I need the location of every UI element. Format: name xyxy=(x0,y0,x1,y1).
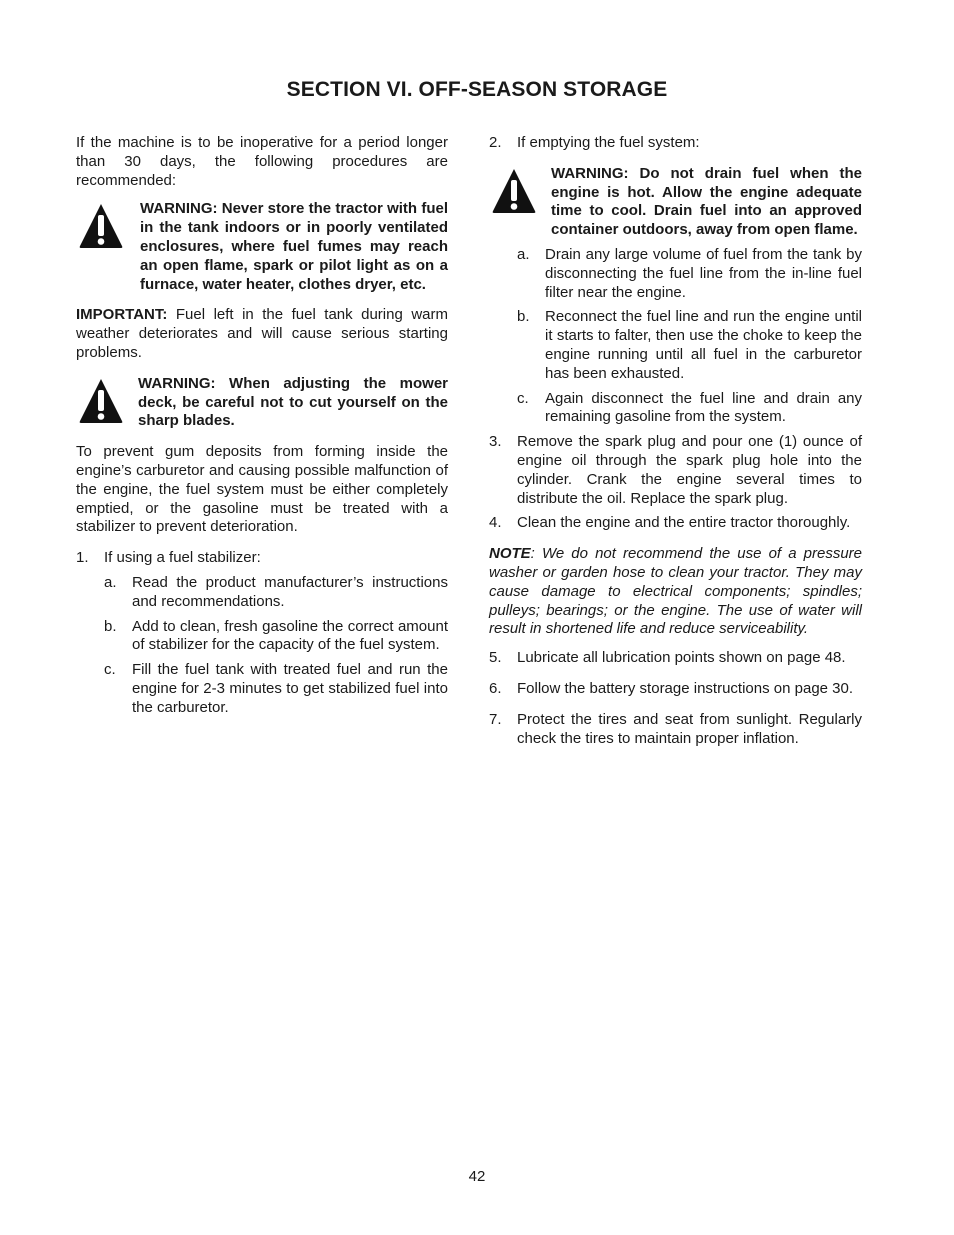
list-item-6 xyxy=(489,680,862,699)
list-number: 1. xyxy=(76,549,89,567)
sublist-item xyxy=(104,661,448,717)
important-label: IMPORTANT: xyxy=(76,306,168,324)
warning-text-blades: WARNING: When adjusting the mower deck, be careful not to cut yourself on the sharp blades. xyxy=(138,374,448,430)
list-text: Clean the engine and the entire tractor thoroughly. xyxy=(517,514,851,532)
sublist-letter: a. xyxy=(517,245,530,263)
sublist-letter: b. xyxy=(104,617,117,635)
list-text: Remove the spark plug and pour one (1) ounce of engine oil through the spark plug hole into the cylinder. Crank the engine several times to distribute the oil. Replace the spark plug. xyxy=(517,433,862,507)
list-text: If emptying the fuel system: xyxy=(517,134,700,151)
note-paragraph xyxy=(489,545,862,639)
section-title: SECTION VI. OFF-SEASON STORAGE xyxy=(286,78,668,101)
page-number: 42 xyxy=(468,1168,486,1185)
list-number: 6. xyxy=(489,679,502,697)
list-number: 2. xyxy=(489,134,502,151)
warning-block-storage xyxy=(76,200,448,294)
note-text: : We do not recommend the use of a pressure washer or garden hose to clean your tractor. They may cause damage to electrical components; spindles; pulleys; bearings; or the engine. The use of water will result in shortened life and reduce serviceability. xyxy=(489,545,862,638)
list-number: 7. xyxy=(489,710,502,728)
sublist-text: Fill the fuel tank with treated fuel and run the engine for 2-3 minutes to get stabilized fuel into the carburetor. xyxy=(132,661,448,716)
important-text: Fuel left in the fuel tank during warm weather deteriorates and will cause serious starting problems. xyxy=(76,306,448,361)
list-text: Lubricate all lubrication points shown on page 48. xyxy=(517,649,846,667)
sublist-item xyxy=(517,308,862,383)
warning-triangle-icon xyxy=(78,377,124,425)
sublist-letter: c. xyxy=(517,389,529,407)
sublist-text: Read the product manufacturer’s instructions and recommendations. xyxy=(132,573,448,610)
sublist-item xyxy=(104,618,448,656)
intro-paragraph: If the machine is to be inoperative for a period longer than 30 days, the following procedures are recommended: xyxy=(76,134,448,189)
list-item-4 xyxy=(489,514,862,533)
sublist-letter: c. xyxy=(104,661,116,679)
list-item-1 xyxy=(76,549,448,568)
sublist-1 xyxy=(104,574,448,718)
list-text: Follow the battery storage instructions on page 30. xyxy=(517,679,854,697)
sublist-letter: a. xyxy=(104,573,117,591)
list-item-5 xyxy=(489,649,862,668)
sublist-text: Add to clean, fresh gasoline the correct amount of stabilizer for the capacity of the fuel system. xyxy=(132,617,448,654)
sublist-item xyxy=(104,574,448,612)
list-number: 4. xyxy=(489,514,502,532)
note-label: NOTE xyxy=(489,545,531,563)
list-number: 5. xyxy=(489,649,502,667)
sublist-letter: b. xyxy=(517,308,530,326)
list-item-7 xyxy=(489,711,862,749)
list-text: Protect the tires and seat from sunlight. Regularly check the tires to maintain proper inflation. xyxy=(517,710,862,747)
warning-text-drain: WARNING: Do not drain fuel when the engine is hot. Allow the engine adequate time to cool. Drain fuel into an approved container outdoors, away from open flame. xyxy=(551,164,862,239)
warning-triangle-icon xyxy=(491,167,537,215)
list-text: If using a fuel stabilizer: xyxy=(104,549,261,567)
list-item-2 xyxy=(489,134,862,153)
sublist-item xyxy=(517,390,862,428)
sublist-2 xyxy=(517,246,862,427)
sublist-text: Reconnect the fuel line and run the engine until it starts to falter, then use the choke to keep the engine running until all fuel in the carburetor has been exhausted. xyxy=(545,308,862,382)
left-column xyxy=(76,134,448,718)
important-paragraph xyxy=(76,306,448,362)
sublist-item xyxy=(517,246,862,302)
warning-triangle-icon xyxy=(78,202,124,250)
sublist-text: Again disconnect the fuel line and drain any remaining gasoline from the system. xyxy=(545,389,862,426)
right-column xyxy=(489,134,862,748)
list-number: 3. xyxy=(489,433,502,451)
list-item-3 xyxy=(489,433,862,508)
warning-block-blades xyxy=(76,375,448,431)
warning-block-drain xyxy=(489,165,862,240)
sublist-text: Drain any large volume of fuel from the tank by disconnecting the fuel line from the in-line fuel filter near the engine. xyxy=(545,245,862,301)
gum-paragraph: To prevent gum deposits from forming inside the engine’s carburetor and causing possible malfunction of the engine, the fuel system must be either completely emptied, or the gasoline must be treated with a stabilizer to prevent deterioration. xyxy=(76,443,448,536)
warning-text-storage: WARNING: Never store the tractor with fuel in the tank indoors or in poorly ventilated enclosures, where fuel fumes may reach an open flame, spark or pilot light as on a furnace, water heater, clothes dryer, etc. xyxy=(140,200,448,293)
